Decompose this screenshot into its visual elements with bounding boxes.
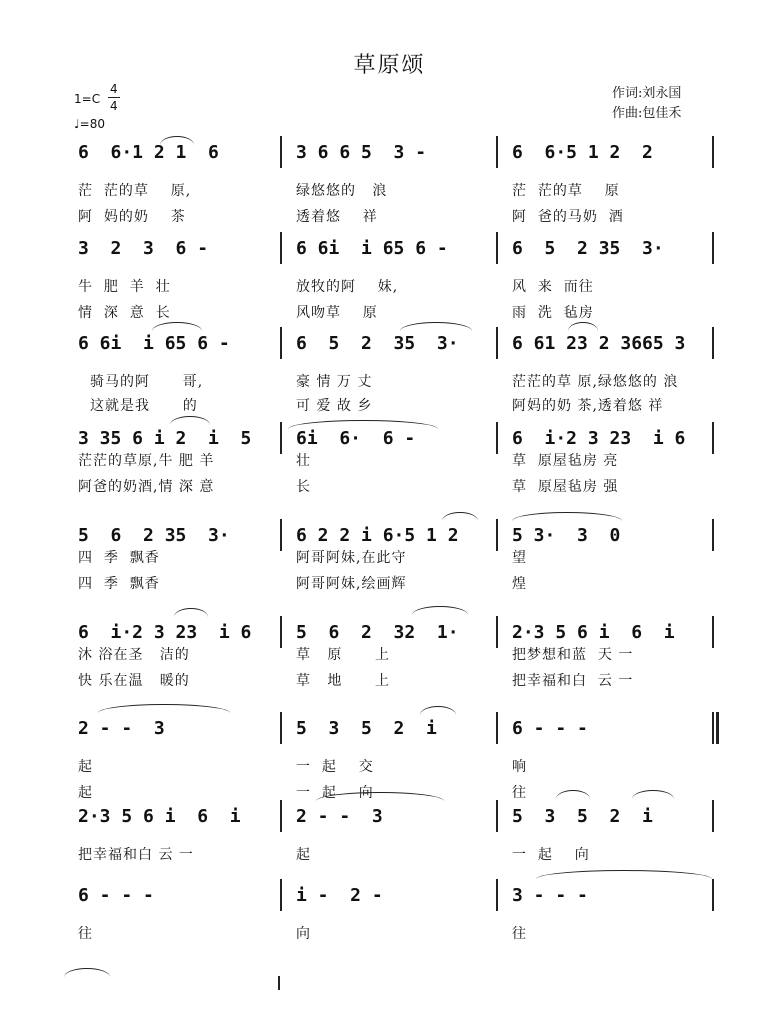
bar-line xyxy=(280,136,282,168)
lyric-line-1: 把梦想和蓝 天 一 xyxy=(512,647,634,663)
bar-line xyxy=(280,712,282,744)
slur-arc xyxy=(420,706,456,715)
lyric-line-2: 把幸福和白 云 一 xyxy=(512,673,634,689)
lyric-line-2: 四 季 飘香 xyxy=(78,576,160,592)
lyric-line-1: 向 xyxy=(296,926,311,942)
measure-notes: 6 5 2 35 3· xyxy=(296,333,459,354)
lyric-line-1: 草 原屋毡房 亮 xyxy=(512,453,619,469)
lyric-line-1: 一 起 交 xyxy=(296,759,374,775)
lyric-line-1: 放牧的阿 妹, xyxy=(296,279,399,295)
bar-line xyxy=(496,519,498,551)
measure-notes: 2·3 5 6 i 6 i xyxy=(78,806,241,827)
slur-arc xyxy=(568,322,598,331)
measure-notes: 6 6i i 65 6 - xyxy=(78,333,230,354)
time-signature-rule xyxy=(108,97,120,98)
bar-line xyxy=(280,616,282,648)
slur-arc xyxy=(160,136,194,145)
lyric-line-2: 风吻草 原 xyxy=(296,305,378,321)
tail-slur xyxy=(64,968,110,977)
lyric-line-2: 往 xyxy=(512,785,527,801)
lyric-line-1: 起 xyxy=(78,759,93,775)
lyric-line-2: 一 起 向 xyxy=(296,785,374,801)
bar-line xyxy=(712,136,714,168)
measure-notes: 6 i·2 3 23 i 6 xyxy=(78,622,252,643)
measure-notes: 2 - - 3 xyxy=(78,718,165,739)
lyric-line-1: 草 原 上 xyxy=(296,647,391,663)
slur-arc xyxy=(632,790,674,799)
measure-notes: 6 i·2 3 23 i 6 xyxy=(512,428,686,449)
measure-notes: 5 3 5 2 i xyxy=(296,718,437,739)
lyric-line-1: 往 xyxy=(512,926,527,942)
key-signature: 1=C xyxy=(74,92,101,106)
slur-arc xyxy=(174,608,208,617)
lyric-line-1: 壮 xyxy=(296,453,311,469)
lyric-line-1: 风 来 而往 xyxy=(512,279,594,295)
lyric-line-2: 可 爱 故 乡 xyxy=(296,398,373,414)
measure-notes: 5 6 2 32 1· xyxy=(296,622,459,643)
lyric-line-1: 一 起 向 xyxy=(512,847,590,863)
lyric-line-1: 茫 茫的草 原, xyxy=(78,183,192,199)
lyric-line-2: 阿 妈的奶 茶 xyxy=(78,209,186,225)
composer-credit: 作曲:包佳禾 xyxy=(612,106,682,121)
lyric-line-2: 透着悠 祥 xyxy=(296,209,378,225)
tempo-marking: ♩=80 xyxy=(74,117,105,131)
measure-notes: 6 - - - xyxy=(78,885,154,906)
lyric-line-1: 骑马的阿 哥, xyxy=(90,374,204,390)
lyric-line-2: 长 xyxy=(296,479,311,495)
slur-arc xyxy=(556,790,590,799)
bar-line xyxy=(496,712,498,744)
measure-notes: 6 5 2 35 3· xyxy=(512,238,664,259)
lyric-line-2: 草 原屋毡房 强 xyxy=(512,479,619,495)
lyric-line-1: 望 xyxy=(512,550,527,566)
measure-notes: 5 3· 3 0 xyxy=(512,525,621,546)
bar-line xyxy=(496,136,498,168)
bar-line xyxy=(712,616,714,648)
lyric-line-2: 这就是我 的 xyxy=(90,398,198,414)
lyric-line-1: 豪 情 万 丈 xyxy=(296,374,373,390)
slur-arc xyxy=(98,704,230,713)
lyric-line-1: 牛 肥 羊 壮 xyxy=(78,279,171,295)
measure-notes: 3 35 6 i 2 i 5 xyxy=(78,428,252,449)
measure-notes: 6 6i i 65 6 - xyxy=(296,238,448,259)
lyric-line-2: 草 地 上 xyxy=(296,673,391,689)
lyric-line-2: 阿哥阿妹,绘画辉 xyxy=(296,576,407,592)
bar-line xyxy=(712,800,714,832)
lyric-line-1: 起 xyxy=(296,847,311,863)
bar-line xyxy=(496,800,498,832)
slur-arc xyxy=(412,606,468,615)
time-signature-bottom: 4 xyxy=(110,99,118,113)
lyric-line-2: 快 乐在温 暖的 xyxy=(78,673,190,689)
measure-notes: 6i 6· 6 - xyxy=(296,428,416,449)
lyric-line-2: 阿 爸的马奶 酒 xyxy=(512,209,624,225)
measure-notes: 6 61 23 2 3665 3 xyxy=(512,333,686,354)
slur-arc xyxy=(512,512,622,521)
measure-notes: 3 6 6 5 3 - xyxy=(296,142,427,163)
measure-notes: 2·3 5 6 i 6 i xyxy=(512,622,675,643)
measure-notes: 3 2 3 6 - xyxy=(78,238,209,259)
lyric-line-1: 茫茫的草 原,绿悠悠的 浪 xyxy=(512,374,679,390)
bar-line xyxy=(496,232,498,264)
measure-notes: 6 - - - xyxy=(512,718,588,739)
bar-line xyxy=(280,422,282,454)
lyric-line-1: 沐 浴在圣 洁的 xyxy=(78,647,190,663)
bar-line xyxy=(280,800,282,832)
measure-notes: 6 6·5 1 2 2 xyxy=(512,142,653,163)
bar-line xyxy=(496,616,498,648)
measure-notes: 6 2 2 i 6·5 1 2 xyxy=(296,525,459,546)
lyric-line-1: 四 季 飘香 xyxy=(78,550,160,566)
slur-arc xyxy=(536,870,712,879)
measure-notes: 3 - - - xyxy=(512,885,588,906)
bar-line xyxy=(712,422,714,454)
lyric-line-2: 煌 xyxy=(512,576,527,592)
bar-line xyxy=(280,327,282,359)
bar-line xyxy=(712,712,714,744)
slur-arc xyxy=(152,322,202,331)
lyric-line-2: 阿妈的奶 茶,透着悠 祥 xyxy=(512,398,664,414)
bar-line xyxy=(280,232,282,264)
lyric-line-2: 雨 洗 毡房 xyxy=(512,305,594,321)
bar-line xyxy=(712,327,714,359)
bar-line xyxy=(496,879,498,911)
slur-arc xyxy=(442,512,478,521)
measure-notes: 2 - - 3 xyxy=(296,806,383,827)
lyric-line-1: 把幸福和白 云 一 xyxy=(78,847,194,863)
measure-notes: i - 2 - xyxy=(296,885,383,906)
lyric-line-1: 茫 茫的草 原 xyxy=(512,183,620,199)
bar-line xyxy=(496,327,498,359)
bar-line xyxy=(280,879,282,911)
slur-arc xyxy=(400,322,472,331)
bar-line xyxy=(280,519,282,551)
lyric-line-2: 情 深 意 长 xyxy=(78,305,171,321)
lyric-line-1: 响 xyxy=(512,759,527,775)
slur-arc xyxy=(288,420,438,429)
bar-line xyxy=(712,879,714,911)
slur-arc xyxy=(170,416,210,425)
bar-line xyxy=(712,519,714,551)
measure-notes: 6 6·1 2 1 6 xyxy=(78,142,219,163)
bar-line xyxy=(496,422,498,454)
final-bar-line xyxy=(278,976,280,990)
lyric-line-1: 绿悠悠的 浪 xyxy=(296,183,388,199)
repeat-bar-line xyxy=(716,712,719,744)
measure-notes: 5 3 5 2 i xyxy=(512,806,653,827)
time-signature-top: 4 xyxy=(110,82,118,96)
measure-notes: 5 6 2 35 3· xyxy=(78,525,230,546)
lyric-line-1: 往 xyxy=(78,926,93,942)
lyric-line-1: 阿哥阿妹,在此守 xyxy=(296,550,407,566)
song-title: 草原颂 xyxy=(353,53,426,78)
bar-line xyxy=(712,232,714,264)
lyric-line-2: 起 xyxy=(78,785,93,801)
lyricist-credit: 作词:刘永国 xyxy=(612,86,682,101)
lyric-line-1: 茫茫的草原,牛 肥 羊 xyxy=(78,453,215,469)
lyric-line-2: 阿爸的奶酒,情 深 意 xyxy=(78,479,215,495)
